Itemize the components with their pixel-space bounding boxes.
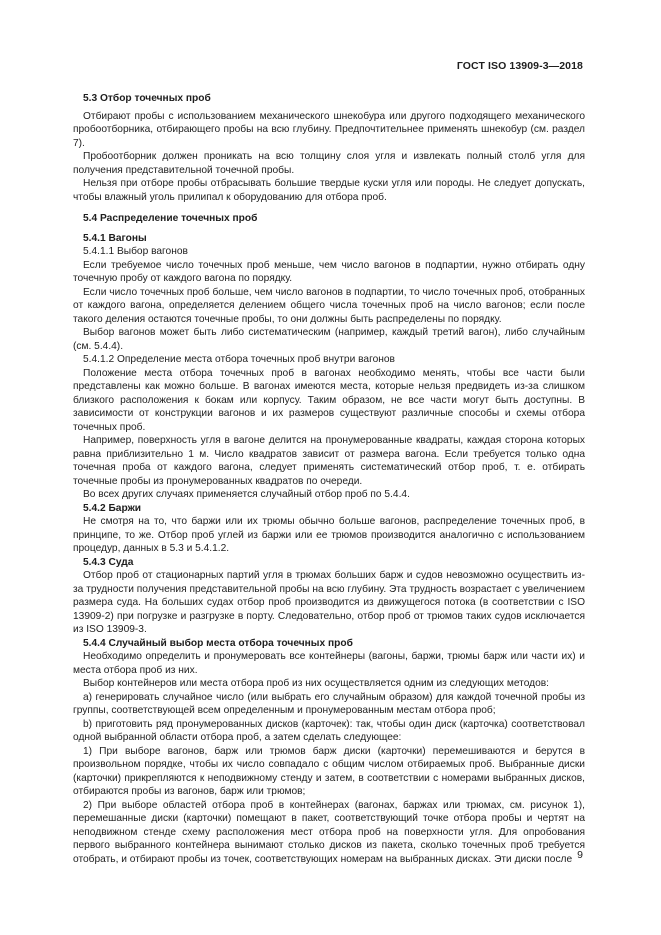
page-number: 9	[577, 849, 583, 861]
section-5-4-1-paragraph: Во всех других случаях применяется случайный отбор проб по 5.4.4.	[83, 489, 410, 500]
section-5-4-1-paragraph: Если требуемое число точечных проб меньше, чем число вагонов в подпартии, нужно отбирать одну точечную пробу от каждого вагона по порядку.	[73, 259, 585, 284]
section-5-4-3-title: 5.4.3 Суда	[83, 556, 134, 568]
section-5-3-title: 5.3 Отбор точечных проб	[83, 93, 211, 104]
section-5-4-2-paragraph: Не смотря на то, что баржи или их трюмы обычно больше вагонов, распределение точечных проб, в принципе, то же. Отбор проб углей из баржи или ее трюмов производится аналогично с использованием процедур, данных в 5.3 и 5.4.1.2.	[73, 516, 585, 554]
list-item-1: 1) При выборе вагонов, барж или трюмов барж диски (карточки) перемешиваются и берутся в произвольном порядке, чтобы их число совпадало с общим числом отбираемых проб. Выбранные диски (карточки) прикрепляются к неподвижному стенду и затем, в соответствии с номерами выбранных дисков, отбираются пробы из вагонов, барж или трюмов;	[73, 745, 585, 797]
section-5-4-4-paragraph: Необходимо определить и пронумеровать все контейнеры (вагоны, баржи, трюмы барж или части их) и места отбора проб из них.	[73, 651, 585, 676]
section-5-4-1-title: 5.4.1 Вагоны	[83, 232, 147, 244]
section-5-4-4-title: 5.4.4 Случайный выбор места отбора точечных проб	[83, 637, 353, 649]
section-5-4-2-title: 5.4.2 Баржи	[83, 502, 142, 514]
subsection-5-4-1-2-title: 5.4.1.2 Определение места отбора точечных проб внутри вагонов	[83, 354, 395, 365]
section-5-4-1-paragraph: Выбор вагонов может быть либо систематическим (например, каждый третий вагон), либо случайным (см. 5.4.4).	[73, 327, 585, 352]
list-item-a: а) генерировать случайное число (или выбрать его случайным образом) для каждой точечной пробы из группы, соответствующей всем определенным и пронумерованным местам отбора проб;	[73, 691, 585, 716]
section-5-4-1-paragraph: Положение места отбора точечных проб в вагонах необходимо менять, чтобы все части были представлены как можно больше. В вагонах имеются места, которые нельзя предвидеть из-за слишком близкого расположения к бокам или корпусу. Таким образом, не все части могут быть доступны. В зависимости от конструкции вагонов и их размеров существуют различные способы и схемы отбора точечных проб.	[73, 367, 585, 433]
list-item-b: b) приготовить ряд пронумерованных дисков (карточек): так, чтобы один диск (карточка) соответствовал одной выбранной области отбора проб, а затем сделать следующее:	[73, 718, 585, 743]
section-5-4-3-paragraph: Отбор проб от стационарных партий угля в трюмах больших барж и судов невозможно осуществить из-за трудности получения представительной пробы на всю глубину. Эта трудность возрастает с увеличением размера суда. На больших судах отбор проб производится из движущегося потока (в соответствии с ISO 13909-2) при погрузке и разгрузке в порту. Следовательно, отбор проб от трюмов таких судов исключается из ISO 13909-3.	[73, 570, 585, 635]
section-5-4-title: 5.4 Распределение точечных проб	[83, 213, 258, 224]
list-item-2: 2) При выборе областей отбора проб в контейнерах (вагонах, баржах или трюмах, см. рисунок 1), перемешанные диски (карточки) помещают в пакет, соответствующий точке отбора пробы и чертят на неподвижном стенде схему расположения мест отбора проб на поверхности угля. Для опробования первого выбранного контейнера вынимают столько дисков из пакета, сколько точечных проб требуется отобрать, и отбирают пробы из точек, соответствующих номерам на выбранных дисках. Эти диски после	[73, 799, 585, 865]
section-5-3-paragraph: Пробоотборник должен проникать на всю толщину слоя угля и извлекать полный столб угля для получения представительной точечной пробы.	[73, 151, 585, 176]
subsection-5-4-1-1-title: 5.4.1.1 Выбор вагонов	[83, 246, 188, 257]
section-5-4-4-paragraph: Выбор контейнеров или места отбора проб из них осуществляется одним из следующих методов:	[83, 678, 550, 689]
section-5-4-1-paragraph: Если число точечных проб больше, чем число вагонов в подпартии, то число точечных проб, отобранных от каждого вагона, определяется делением общего числа точечных проб на число вагонов; если после такого деления остаются точечные пробы, то они должны быть распределены по порядку.	[73, 286, 585, 325]
section-5-4-1-paragraph: Например, поверхность угля в вагоне делится на пронумерованные квадраты, каждая сторона которых равна приблизительно 1 м. Число квадратов зависит от размера вагона. Если требуется только одна точечная проба от каждого вагона, следует применять систематический отбор проб, т. е. отбирать точечные пробы из пронумерованных квадратов по очереди.	[73, 435, 585, 487]
document-body	[73, 92, 585, 866]
section-5-3-paragraph: Отбирают пробы с использованием механического шнекобура или другого подходящего механического пробоотборника, отбирающего пробы на всю глубину. Предпочтительнее применять шнекобур (см. раздел 7).	[73, 110, 585, 149]
section-5-3-paragraph: Нельзя при отборе пробы отбрасывать большие твердые куски угля или породы. Не следует допускать, чтобы влажный уголь прилипал к оборудованию для отбора проб.	[73, 178, 585, 203]
document-header: ГОСТ ISO 13909-3—2018	[456, 60, 583, 72]
